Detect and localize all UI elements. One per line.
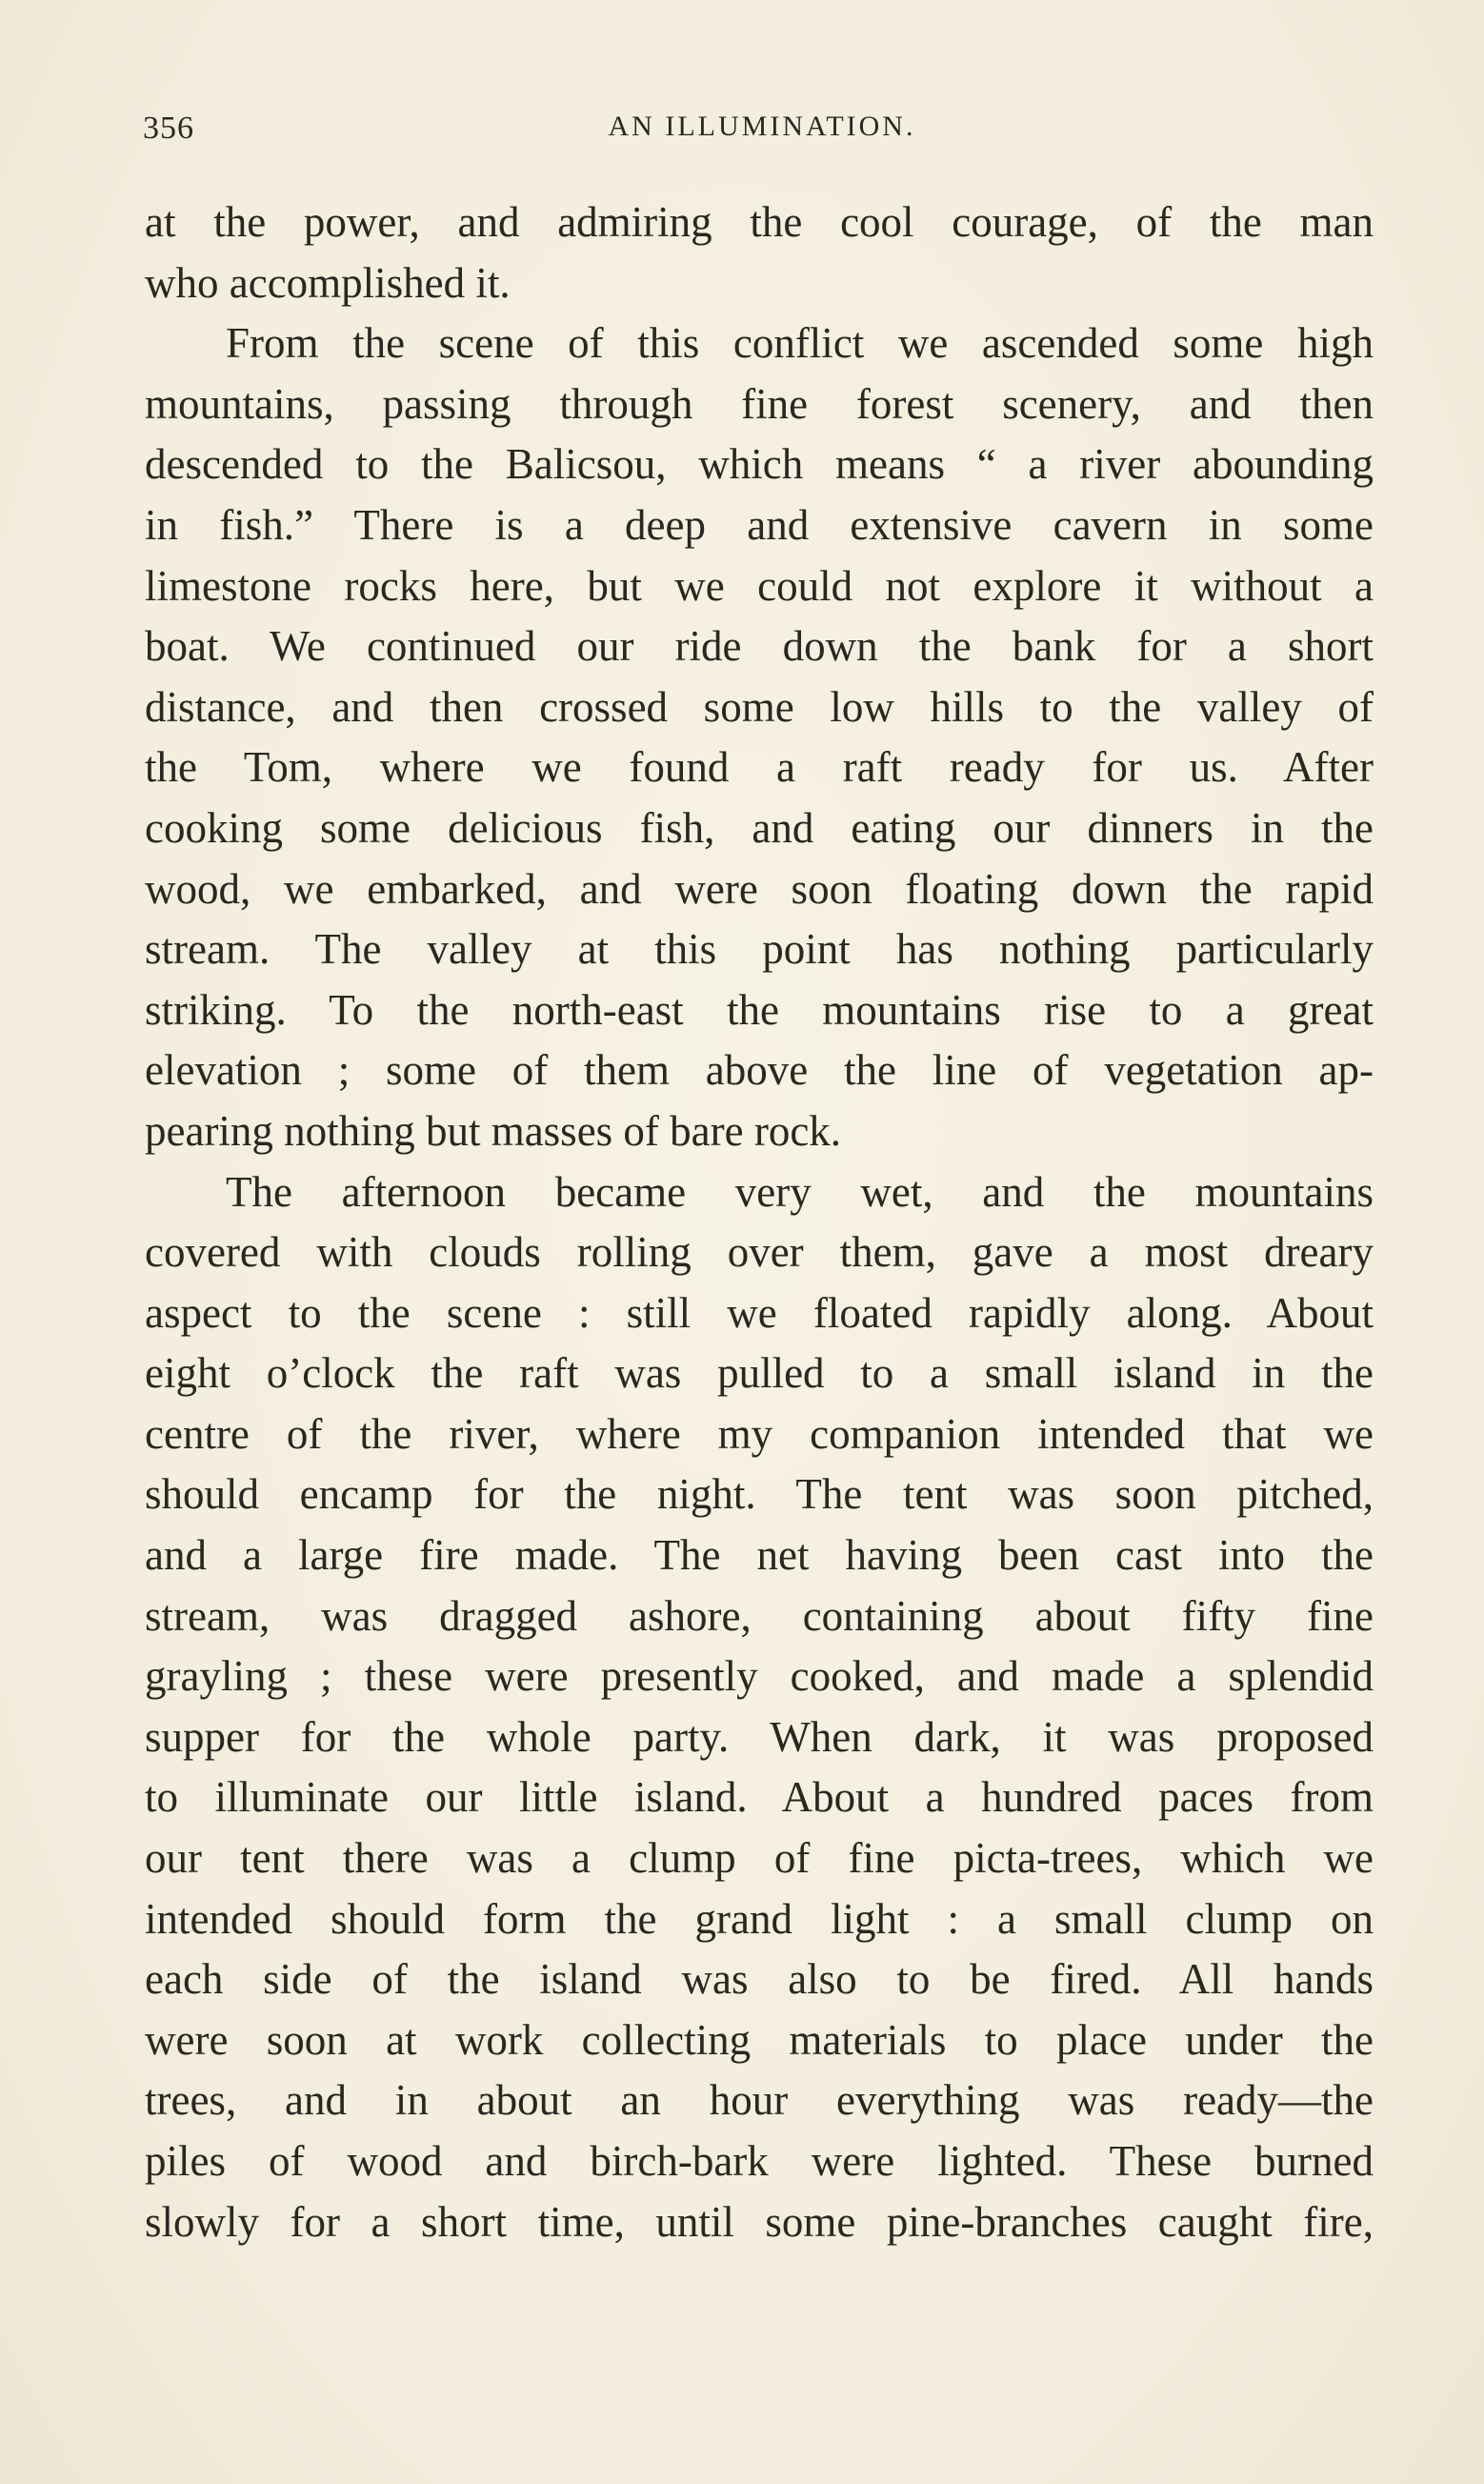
text-line: in fish.” There is a deep and extensive cavern in some: [145, 500, 1374, 549]
text-line: descended to the Balicsou, which means “ a river abounding: [145, 440, 1374, 489]
text-line: should encamp for the night. The tent was soon pitched,: [145, 1470, 1374, 1519]
text-line: who accomplished it.: [145, 258, 511, 307]
text-line: the Tom, where we found a raft ready for us. After: [145, 743, 1374, 792]
text-line: slowly for a short time, until some pine-branches caught fire,: [145, 2197, 1374, 2246]
running-title: AN ILLUMINATION.: [608, 111, 916, 142]
text-line: pearing nothing but masses of bare rock.: [145, 1106, 842, 1155]
running-head: [143, 111, 1381, 158]
text-line: trees, and in about an hour everything was ready—the: [145, 2076, 1374, 2125]
text-line: wood, we embarked, and were soon floating down the rapid: [145, 864, 1374, 913]
text-line: elevation ; some of them above the line of vegetation ap-: [145, 1046, 1374, 1095]
text-line: distance, and then crossed some low hills to the valley of: [145, 682, 1374, 731]
page-number: 356: [143, 111, 194, 146]
text-line: boat. We continued our ride down the bank for a short: [145, 622, 1374, 671]
text-line: The afternoon became very wet, and the mountains: [226, 1167, 1374, 1216]
text-line: intended should form the grand light : a small clump on: [145, 1894, 1374, 1943]
text-line: grayling ; these were presently cooked, and made a splendid: [145, 1652, 1374, 1701]
text-line: centre of the river, where my companion intended that we: [145, 1409, 1374, 1458]
text-line: mountains, passing through fine forest scenery, and then: [145, 379, 1374, 428]
text-line: at the power, and admiring the cool courage, of the man: [145, 198, 1374, 246]
text-line: to illuminate our little island. About a hundred paces from: [145, 1773, 1374, 1822]
text-line: aspect to the scene : still we floated rapidly along. About: [145, 1288, 1374, 1337]
text-line: stream. The valley at this point has nothing particularly: [145, 925, 1374, 974]
text-line: each side of the island was also to be fired. All hands: [145, 1955, 1374, 2004]
text-line: From the scene of this conflict we ascended some high: [226, 319, 1374, 368]
text-line: cooking some delicious fish, and eating our dinners in the: [145, 803, 1374, 852]
text-line: were soon at work collecting materials to place under the: [145, 2015, 1374, 2064]
text-line: and a large fire made. The net having been cast into the: [145, 1531, 1374, 1580]
text-line: eight o’clock the raft was pulled to a small island in the: [145, 1349, 1374, 1398]
text-line: limestone rocks here, but we could not explore it without a: [145, 561, 1374, 610]
text-line: covered with clouds rolling over them, gave a most dreary: [145, 1228, 1374, 1277]
text-line: our tent there was a clump of fine picta-trees, which we: [145, 1834, 1374, 1883]
text-line: stream, was dragged ashore, containing about fifty fine: [145, 1591, 1374, 1640]
text-line: striking. To the north-east the mountains rise to a great: [145, 985, 1374, 1034]
text-line: supper for the whole party. When dark, it was proposed: [145, 1712, 1374, 1761]
body-text: [145, 192, 1374, 2252]
text-line: piles of wood and birch-bark were lighted. These burned: [145, 2137, 1374, 2185]
